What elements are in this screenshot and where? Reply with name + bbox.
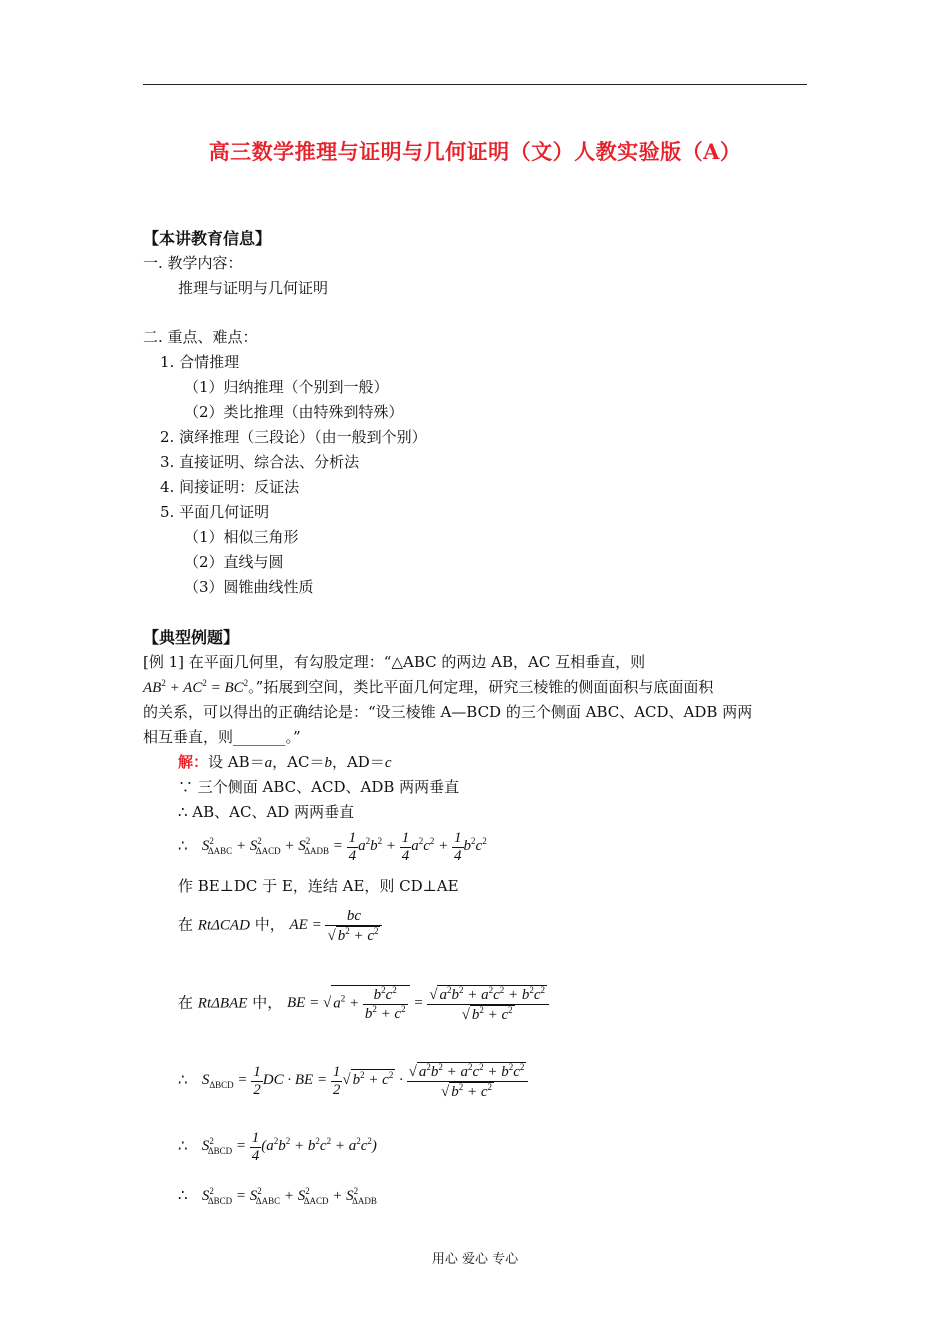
example1-line1: [例 1] 在平面几何里，有勾股定理：“△ABC 的两边 AB，AC 互相垂直，则 bbox=[143, 653, 646, 671]
keypoints-label: 二. 重点、难点： bbox=[143, 328, 258, 346]
keypoint-item: （2）直线与圆 bbox=[184, 553, 284, 571]
equation-be: 在 RtΔBAE 中， BE = √ $a^2$ + $\frac{b^2c^2}{b^2 + c^2}$ = $\frac{√ a^2b^2 + a^2c^2 + b^2c^2}{√ b^2 + c^2}$ bbox=[178, 985, 549, 1023]
section-heading-examples: 【典型例题】 bbox=[143, 628, 240, 647]
solution-line2: ∵ 三个侧面 ABC、ACD、ADB 两两垂直 bbox=[178, 778, 460, 796]
solution-line3: ∴ AB、AC、AD 两两垂直 bbox=[178, 803, 355, 821]
solution-line5: 作 BE⊥DC 于 E，连结 AE，则 CD⊥AE bbox=[178, 877, 459, 895]
header-rule bbox=[143, 84, 807, 85]
keypoint-item: 3. 直接证明、综合法、分析法 bbox=[160, 453, 360, 471]
equation-sum-squares: ∴ $S^2_{\Delta ABC} + S^2_{\Delta ACD} + S^2_{\Delta ADB}$ = $\frac{1}{4}$ $a^2b^2$ + $\frac{1}{4}$ $a^2c^2$ + $\frac{1}{4}$ $b^2c^2$ bbox=[178, 830, 487, 864]
keypoint-item: （1）相似三角形 bbox=[184, 528, 299, 546]
keypoint-item: （1）归纳推理（个别到一般） bbox=[184, 378, 389, 396]
equation-s2-bcd: ∴ $S^2_{\Delta BCD}$ = $\frac{1}{4}$ $(a^2b^2 + b^2c^2 + a^2c^2)$ bbox=[178, 1130, 377, 1164]
keypoint-item: （3）圆锥曲线性质 bbox=[184, 578, 314, 596]
equation-final: ∴ $S^2_{\Delta BCD} = S^2_{\Delta ABC} + S^2_{\Delta ACD} + S^2_{\Delta ADB}$ bbox=[178, 1186, 377, 1206]
content-label: 一. 教学内容： bbox=[143, 254, 243, 272]
solution-line1: 解：设 AB＝a，AC＝b，AD＝c bbox=[178, 753, 392, 771]
keypoint-item: 5. 平面几何证明 bbox=[160, 503, 270, 521]
formula-pythagoras: $AB^2 + AC^2 = BC^2$ bbox=[143, 678, 249, 696]
keypoint-item: 4. 间接证明：反证法 bbox=[160, 478, 300, 496]
content-text: 推理与证明与几何证明 bbox=[178, 279, 329, 297]
solution-label: 解： bbox=[178, 753, 209, 771]
equation-s-bcd: ∴ $S_{\Delta BCD}$ = $\frac{1}{2}$ DC · BE = $\frac{1}{2}$ √ $b^2 + c^2$ · $\frac{√ a^2b^2 + a^2c^2 + b^2c^2}{√ b^2 + c^2}$ bbox=[178, 1062, 528, 1100]
keypoint-item: （2）类比推理（由特殊到特殊） bbox=[184, 403, 404, 421]
keypoint-item: 2. 演绎推理（三段论）（由一般到个别） bbox=[160, 428, 427, 446]
equation-ae: 在 RtΔCAD 中， AE = $\frac{bc}{√ b^2 + c^2}$ bbox=[178, 908, 382, 944]
section-heading-info: 【本讲教育信息】 bbox=[143, 229, 272, 248]
page-footer: 用心 爱心 专心 bbox=[431, 1252, 519, 1267]
example1-line4: 相互垂直，则_______。” bbox=[143, 728, 301, 746]
example1-line3: 的关系，可以得出的正确结论是：“设三棱锥 A—BCD 的三个侧面 ABC、ACD、ADB 两两 bbox=[143, 703, 753, 721]
page-title: 高三数学推理与证明与几何证明（文）人教实验版（A） bbox=[208, 139, 742, 164]
example1-line2: $AB^2 + AC^2 = BC^2$。”拓展到空间，类比平面几何定理，研究三棱锥的侧面面积与底面面积 bbox=[143, 678, 714, 696]
keypoint-item: 1. 合情推理 bbox=[160, 353, 240, 371]
